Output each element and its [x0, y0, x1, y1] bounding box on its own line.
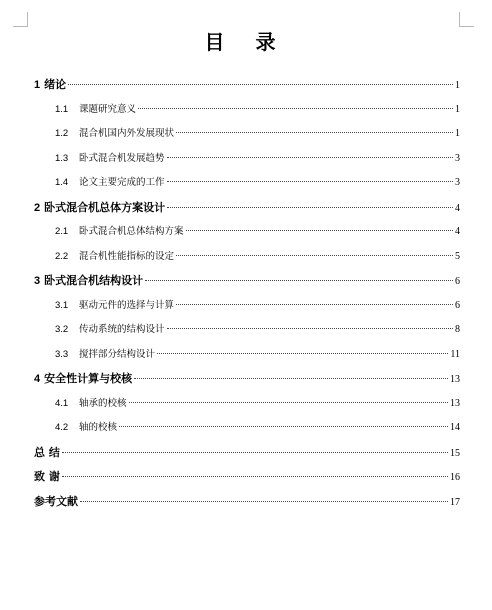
toc-entry-page-number: 4 — [455, 226, 460, 237]
dot-leader — [62, 476, 448, 477]
toc-entry[interactable] — [34, 346, 460, 371]
toc-entry-page-number: 16 — [450, 472, 460, 483]
toc-entry[interactable] — [34, 395, 460, 420]
toc-entry-title: 混合机性能指标的设定 — [79, 250, 175, 262]
toc-entry-title: 搅拌部分结构设计 — [79, 348, 156, 360]
dot-leader — [167, 157, 453, 158]
toc-entry-page-number: 4 — [455, 202, 460, 214]
toc-entry[interactable] — [34, 297, 460, 322]
toc-entry[interactable] — [34, 174, 460, 199]
toc-entry-page-number: 3 — [455, 152, 460, 164]
toc-entry[interactable] — [34, 468, 460, 493]
dot-leader — [157, 353, 448, 354]
dot-leader — [138, 108, 453, 109]
toc-entry-title: 轴的校核 — [79, 422, 118, 433]
toc-entry-page-number: 17 — [450, 496, 460, 508]
toc-entry[interactable] — [34, 419, 460, 444]
toc-entry[interactable] — [34, 321, 460, 346]
toc-entry[interactable] — [34, 248, 460, 273]
toc-entry-page-number: 13 — [450, 397, 460, 409]
toc-entry-title: 驱动元件的选择与计算 — [79, 299, 175, 311]
dot-leader — [167, 181, 453, 182]
dot-leader — [176, 304, 453, 305]
toc-entry-number: 4.2 — [55, 422, 69, 433]
toc-entry-page-number: 11 — [450, 348, 460, 360]
toc-entry-page-number: 1 — [455, 128, 460, 139]
table-of-contents — [34, 76, 460, 517]
toc-entry-title: 轴承的校核 — [79, 397, 127, 409]
toc-entry[interactable] — [34, 444, 460, 469]
toc-entry[interactable] — [34, 370, 460, 395]
toc-entry-page-number: 1 — [455, 80, 460, 91]
toc-entry-number: 2.1 — [55, 226, 69, 237]
toc-entry-page-number: 15 — [450, 447, 460, 459]
toc-entry-number: 3 — [34, 275, 41, 287]
toc-entry-number: 1.3 — [55, 152, 69, 164]
toc-entry[interactable] — [34, 199, 460, 224]
toc-entry-title: 致 谢 — [34, 470, 60, 483]
toc-entry-number: 2.2 — [55, 250, 69, 262]
dot-leader — [129, 402, 448, 403]
toc-entry-title: 参考文献 — [34, 494, 78, 508]
toc-entry-title: 卧式混合机总体方案设计 — [44, 200, 166, 214]
toc-entry-number: 1 — [34, 79, 41, 91]
toc-entry-number: 2 — [34, 201, 41, 214]
dot-leader — [176, 132, 453, 133]
toc-entry-page-number: 5 — [455, 250, 460, 262]
toc-title: 目 录 — [204, 30, 288, 54]
toc-entry-title: 绪论 — [44, 78, 67, 91]
page-corner-mark-right — [459, 12, 474, 27]
dot-leader — [167, 328, 453, 329]
toc-entry-page-number: 13 — [450, 374, 460, 385]
toc-entry-page-number: 1 — [455, 103, 460, 115]
toc-entry-title: 论文主要完成的工作 — [79, 177, 165, 188]
toc-entry[interactable] — [34, 150, 460, 175]
toc-entry-number: 1.1 — [55, 103, 69, 115]
toc-entry-title: 混合机国内外发展现状 — [79, 128, 175, 139]
toc-entry-number: 1.4 — [55, 177, 69, 188]
dot-leader — [80, 501, 448, 502]
toc-entry-title: 卧式混合机结构设计 — [44, 274, 144, 287]
dot-leader — [186, 230, 453, 231]
toc-entry[interactable] — [34, 223, 460, 248]
dot-leader — [62, 452, 448, 453]
toc-entry-page-number: 6 — [455, 276, 460, 287]
toc-entry-number: 3.1 — [55, 299, 69, 311]
toc-entry-title: 安全性计算与校核 — [44, 372, 133, 385]
dot-leader — [134, 378, 448, 379]
toc-entry-page-number: 14 — [450, 422, 460, 433]
toc-entry[interactable] — [34, 272, 460, 297]
toc-entry-number: 3.2 — [55, 324, 69, 335]
toc-entry-number: 4.1 — [55, 397, 69, 409]
toc-entry-title: 卧式混合机发展趋势 — [79, 152, 165, 164]
dot-leader — [68, 84, 453, 85]
toc-entry[interactable] — [34, 101, 460, 126]
toc-entry-title: 总 结 — [34, 445, 60, 459]
toc-entry-number: 4 — [34, 373, 41, 385]
toc-entry-page-number: 3 — [455, 177, 460, 188]
toc-entry-number: 1.2 — [55, 128, 69, 139]
page-corner-mark-left — [13, 12, 28, 27]
toc-entry[interactable] — [34, 125, 460, 150]
dot-leader — [176, 255, 453, 256]
toc-entry-title: 卧式混合机总体结构方案 — [79, 226, 184, 237]
toc-entry-title: 传动系统的结构设计 — [79, 324, 165, 335]
toc-entry-page-number: 6 — [455, 299, 460, 311]
dot-leader — [167, 207, 453, 208]
toc-entry-number: 3.3 — [55, 348, 69, 360]
toc-entry-page-number: 8 — [455, 324, 460, 335]
toc-entry[interactable] — [34, 76, 460, 101]
dot-leader — [145, 280, 453, 281]
toc-entry[interactable] — [34, 493, 460, 518]
toc-entry-title: 课题研究意义 — [79, 103, 137, 115]
dot-leader — [119, 426, 448, 427]
